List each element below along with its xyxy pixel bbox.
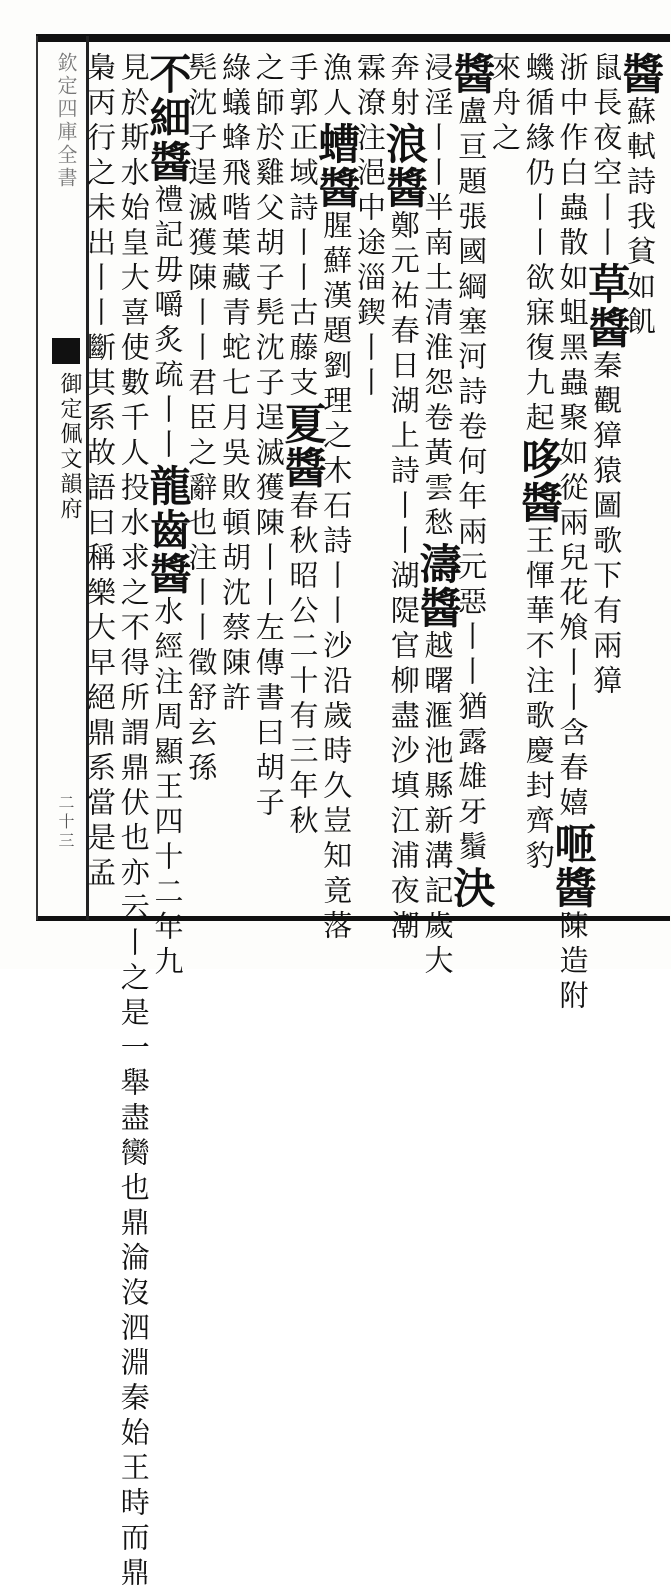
text-run: 越曙滙池縣新溝記歲大 <box>420 630 455 980</box>
headword: 夏醬 <box>278 402 328 490</box>
text-run: 郭正域詩丨丨古藤支 <box>285 87 320 402</box>
headword: 草醬 <box>582 262 632 350</box>
text-column <box>353 52 387 402</box>
text-column <box>447 52 497 910</box>
text-run: 見於斯水始皇大喜使數千人投水求之不得所謂鼎伏也亦云 <box>116 52 151 927</box>
text-column <box>312 52 362 945</box>
text-run: 腥蘚漢題劉理之木石詩丨丨沙沿歲時久豈知竟落 <box>319 210 354 945</box>
text-run: 春秋昭公二十有三年秋 <box>285 490 320 840</box>
text-run: 水經注周顯王四十二年九 <box>150 596 185 981</box>
text-column <box>548 52 598 1015</box>
text-run: 鼎淪沒泗淵秦始王時而鼎 <box>116 1207 151 1592</box>
headword: 螬醬 <box>312 122 362 210</box>
text-run: 盧亘題張國綱塞河詩卷何年 <box>454 96 489 516</box>
text-column <box>83 52 117 892</box>
headword: 濤醬 <box>413 542 463 630</box>
collection-title: 欽定四庫全書 <box>54 52 78 190</box>
headword: 哆醬 <box>514 437 564 525</box>
text-column <box>582 52 632 700</box>
text-run: 從兩兒花飧丨丨含春嬉 <box>555 472 590 822</box>
outer-margin-rule <box>36 36 38 920</box>
text-run: 丨之是一舉盡臠也 <box>116 927 151 1207</box>
text-run: 手 <box>285 52 320 87</box>
headword: 醬 <box>447 52 497 96</box>
text-run: 來舟之 <box>488 52 522 157</box>
text-run: 髡沈子逞滅獲陳丨丨君臣之辭也注丨丨徵舒玄孫 <box>184 52 219 787</box>
text-run: 蟣循緣仍丨丨欲寐復九起 <box>521 52 556 437</box>
fish-tail-mark-icon <box>52 338 80 364</box>
text-run: 綠蟻蜂飛喈葉藏青蛇 <box>218 52 252 367</box>
top-border-rule <box>36 34 670 42</box>
headword: 決 <box>447 866 497 910</box>
headword: 浪醬 <box>379 122 429 210</box>
headword: 龍齒醬 <box>143 464 193 596</box>
text-column <box>278 52 328 840</box>
text-run: 之師於雞父胡子髡沈子逞滅獲陳丨丨左傳書曰胡子 <box>251 52 286 822</box>
text-run: 梟丙行之未出丨丨斷其系故語曰稱樂大早絕鼎系當是孟 <box>83 52 117 892</box>
text-run: 浸淫丨丨半南土清淮怨卷黃雲愁 <box>420 52 455 542</box>
text-run: 兩元惡丨丨猶露雄牙鬚 <box>454 516 489 866</box>
text-run: 奔射 <box>386 52 421 122</box>
text-column <box>218 52 252 717</box>
text-run: 漁人 <box>319 52 354 122</box>
book-title: 御定佩文韻府 <box>57 372 82 522</box>
text-run: 鄭元祐春日湖上詩丨丨湖隄官柳盡沙填江浦夜潮 <box>386 210 421 945</box>
text-run: 鼠長夜空丨丨 <box>589 52 624 262</box>
text-run: 七月吳敗頓胡沈蔡陳許 <box>218 367 252 717</box>
text-column <box>379 52 429 945</box>
text-column <box>117 52 151 1592</box>
headword: 不細醬 <box>143 52 193 184</box>
text-column <box>514 52 564 875</box>
text-run: 蘇軾詩我貧如飢 <box>623 96 657 341</box>
text-run: 浙中作白蟲散如蛆黑蟲聚如 <box>555 52 590 472</box>
text-run: 秦觀獐猿圖歌下有兩獐 <box>589 350 624 700</box>
text-run: 霖潦注浥中途淄鍥丨丨 <box>353 52 387 402</box>
page-number: 二十三 <box>56 794 75 851</box>
page-margin <box>44 52 84 912</box>
text-run: 王惲華不注歌慶封齊豹 <box>521 525 556 875</box>
text-column <box>143 52 193 981</box>
headword: 咂醬 <box>548 822 598 910</box>
text-run: 陳造附 <box>555 910 590 1015</box>
headword: 醬 <box>616 52 665 96</box>
text-column <box>252 52 286 822</box>
text-run: 禮記毋嚼炙疏丨丨 <box>150 184 185 464</box>
